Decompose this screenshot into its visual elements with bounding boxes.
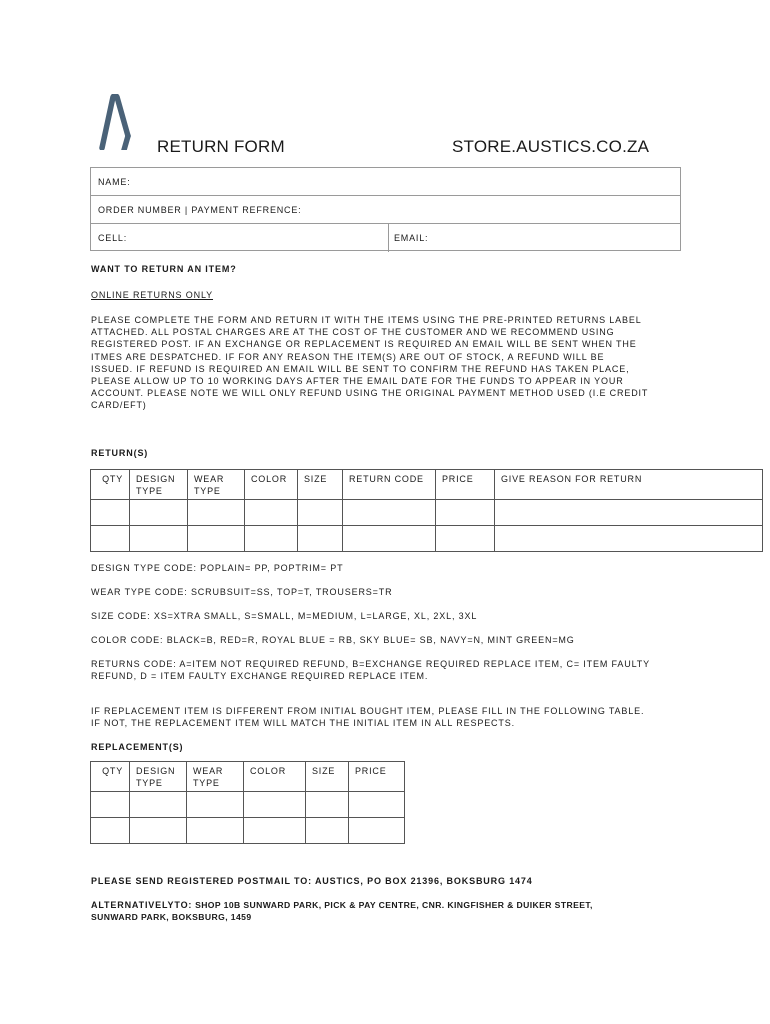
replacement-header-price: PRICE bbox=[349, 762, 405, 792]
table-cell[interactable] bbox=[436, 500, 495, 526]
returns-header-price: PRICE bbox=[436, 470, 495, 500]
returns-header-wear-type: WEAR TYPE bbox=[188, 470, 245, 500]
returns-table bbox=[90, 469, 763, 552]
replacement-note-line: IF NOT, THE REPLACEMENT ITEM WILL MATCH THE INITIAL ITEM IN ALL RESPECTS. bbox=[91, 718, 515, 729]
table-row bbox=[91, 526, 763, 552]
email-label: EMAIL: bbox=[394, 233, 429, 243]
table-row bbox=[91, 792, 405, 818]
table-cell[interactable] bbox=[91, 500, 130, 526]
table-cell[interactable] bbox=[495, 526, 763, 552]
returns-code-line: RETURNS CODE: A=ITEM NOT REQUIRED REFUND, B=EXCHANGE REQUIRED REPLACE ITEM, C= ITEM FAULTY bbox=[91, 659, 650, 669]
postal-address: PLEASE SEND REGISTERED POSTMAIL TO: AUSTICS, PO BOX 21396, BOKSBURG 1474 bbox=[91, 876, 533, 886]
table-row bbox=[91, 818, 405, 844]
table-cell[interactable] bbox=[187, 818, 244, 844]
cell-field[interactable] bbox=[91, 224, 388, 252]
instructions-line: REGISTERED POST. IF AN EXCHANGE OR REPLACEMENT IS REQUIRED AN EMAIL WILL BE SENT WHEN THE bbox=[91, 339, 637, 350]
alternative-address-line: SHOP 10B SUNWARD PARK, PICK & PAY CENTRE, CNR. KINGFISHER & DUIKER STREET, bbox=[192, 900, 593, 910]
table-cell[interactable] bbox=[188, 526, 245, 552]
table-cell[interactable] bbox=[349, 818, 405, 844]
size-code: SIZE CODE: XS=XTRA SMALL, S=SMALL, M=MEDIUM, L=LARGE, XL, 2XL, 3XL bbox=[91, 611, 478, 621]
color-code: COLOR CODE: BLACK=B, RED=R, ROYAL BLUE = RB, SKY BLUE= SB, NAVY=N, MINT GREEN=MG bbox=[91, 635, 575, 645]
table-cell[interactable] bbox=[436, 526, 495, 552]
table-cell[interactable] bbox=[91, 526, 130, 552]
instructions-line: CARD/EFT) bbox=[91, 400, 147, 411]
instructions-heading: WANT TO RETURN AN ITEM? bbox=[91, 264, 237, 274]
customer-info-box bbox=[90, 167, 681, 251]
table-cell[interactable] bbox=[306, 818, 349, 844]
order-number-label: ORDER NUMBER | PAYMENT REFRENCE: bbox=[98, 205, 302, 215]
returns-header-color: COLOR bbox=[245, 470, 298, 500]
returns-header-size: SIZE bbox=[298, 470, 343, 500]
table-cell[interactable] bbox=[130, 526, 188, 552]
replacement-header-row bbox=[91, 762, 405, 792]
table-cell[interactable] bbox=[244, 792, 306, 818]
table-row bbox=[91, 500, 763, 526]
name-label: NAME: bbox=[98, 177, 131, 187]
table-cell[interactable] bbox=[91, 792, 130, 818]
table-cell[interactable] bbox=[495, 500, 763, 526]
returns-header-design-type: DESIGN TYPE bbox=[130, 470, 188, 500]
alternative-address bbox=[91, 899, 691, 923]
replacement-header-color: COLOR bbox=[244, 762, 306, 792]
table-cell[interactable] bbox=[349, 792, 405, 818]
table-cell[interactable] bbox=[187, 792, 244, 818]
instructions-line: PLEASE ALLOW UP TO 10 WORKING DAYS AFTER THE EMAIL DATE FOR THE FUNDS TO APPEAR IN YOUR bbox=[91, 376, 624, 387]
replacement-header-qty: QTY bbox=[91, 762, 130, 792]
table-cell[interactable] bbox=[298, 500, 343, 526]
table-cell[interactable] bbox=[245, 500, 298, 526]
form-title: RETURN FORM bbox=[157, 137, 285, 156]
design-type-code: DESIGN TYPE CODE: POPLAIN= PP, POPTRIM= PT bbox=[91, 563, 344, 573]
instructions-line: ISSUED. IF REFUND IS REQUIRED AN EMAIL WILL BE SENT TO CONFIRM THE REFUND HAS TAKEN PLACE, bbox=[91, 363, 630, 374]
table-cell[interactable] bbox=[130, 500, 188, 526]
online-returns-subheading: ONLINE RETURNS ONLY bbox=[91, 290, 214, 300]
table-cell[interactable] bbox=[188, 500, 245, 526]
instructions-line: ATTACHED. ALL POSTAL CHARGES ARE AT THE COST OF THE CUSTOMER AND WE RECOMMEND USING bbox=[91, 327, 615, 338]
returns-heading: RETURN(S) bbox=[91, 448, 149, 458]
table-cell[interactable] bbox=[298, 526, 343, 552]
alternative-address-label: ALTERNATIVELYTO: bbox=[91, 900, 193, 910]
returns-header-return-code: RETURN CODE bbox=[343, 470, 436, 500]
store-url: STORE.AUSTICS.CO.ZA bbox=[452, 137, 650, 156]
austics-logo-icon bbox=[99, 94, 131, 150]
cell-label: CELL: bbox=[98, 233, 128, 243]
table-cell[interactable] bbox=[244, 818, 306, 844]
returns-header-reason: GIVE REASON FOR RETURN bbox=[495, 470, 763, 500]
instructions-line: ACCOUNT. PLEASE NOTE WE WILL ONLY REFUND USING THE ORIGINAL PAYMENT METHOD USED (I.E CREDIT bbox=[91, 388, 649, 399]
table-cell[interactable] bbox=[245, 526, 298, 552]
alternative-address-line: SUNWARD PARK, BOKSBURG, 1459 bbox=[91, 912, 252, 923]
replacement-note-line: IF REPLACEMENT ITEM IS DIFFERENT FROM INITIAL BOUGHT ITEM, PLEASE FILL IN THE FOLLOWING TABLE. bbox=[91, 706, 645, 716]
wear-type-code: WEAR TYPE CODE: SCRUBSUIT=SS, TOP=T, TROUSERS=TR bbox=[91, 587, 393, 597]
table-cell[interactable] bbox=[306, 792, 349, 818]
returns-code-line: REFUND, D = ITEM FAULTY EXCHANGE REQUIRED REPLACE ITEM. bbox=[91, 671, 429, 682]
replacement-heading: REPLACEMENT(S) bbox=[91, 742, 184, 752]
table-cell[interactable] bbox=[130, 818, 187, 844]
returns-header-qty: QTY bbox=[91, 470, 130, 500]
instructions-paragraph bbox=[91, 314, 691, 412]
replacement-table bbox=[90, 761, 405, 844]
instructions-line: PLEASE COMPLETE THE FORM AND RETURN IT WITH THE ITEMS USING THE PRE-PRINTED RETURNS LABEL bbox=[91, 315, 642, 325]
replacement-header-design-type: DESIGN TYPE bbox=[130, 762, 187, 792]
table-cell[interactable] bbox=[343, 526, 436, 552]
table-cell[interactable] bbox=[343, 500, 436, 526]
order-number-field[interactable] bbox=[91, 196, 680, 224]
instructions-line: ITMES ARE DESPATCHED. IF FOR ANY REASON THE ITEM(S) ARE OUT OF STOCK, A REFUND WILL BE bbox=[91, 351, 605, 362]
name-field[interactable] bbox=[91, 168, 680, 196]
returns-code bbox=[91, 658, 691, 682]
table-cell[interactable] bbox=[130, 792, 187, 818]
replacement-note bbox=[91, 705, 691, 729]
table-cell[interactable] bbox=[91, 818, 130, 844]
email-field[interactable] bbox=[389, 224, 681, 252]
replacement-header-size: SIZE bbox=[306, 762, 349, 792]
returns-header-row bbox=[91, 470, 763, 500]
contact-row bbox=[91, 224, 680, 252]
replacement-header-wear-type: WEAR TYPE bbox=[187, 762, 244, 792]
